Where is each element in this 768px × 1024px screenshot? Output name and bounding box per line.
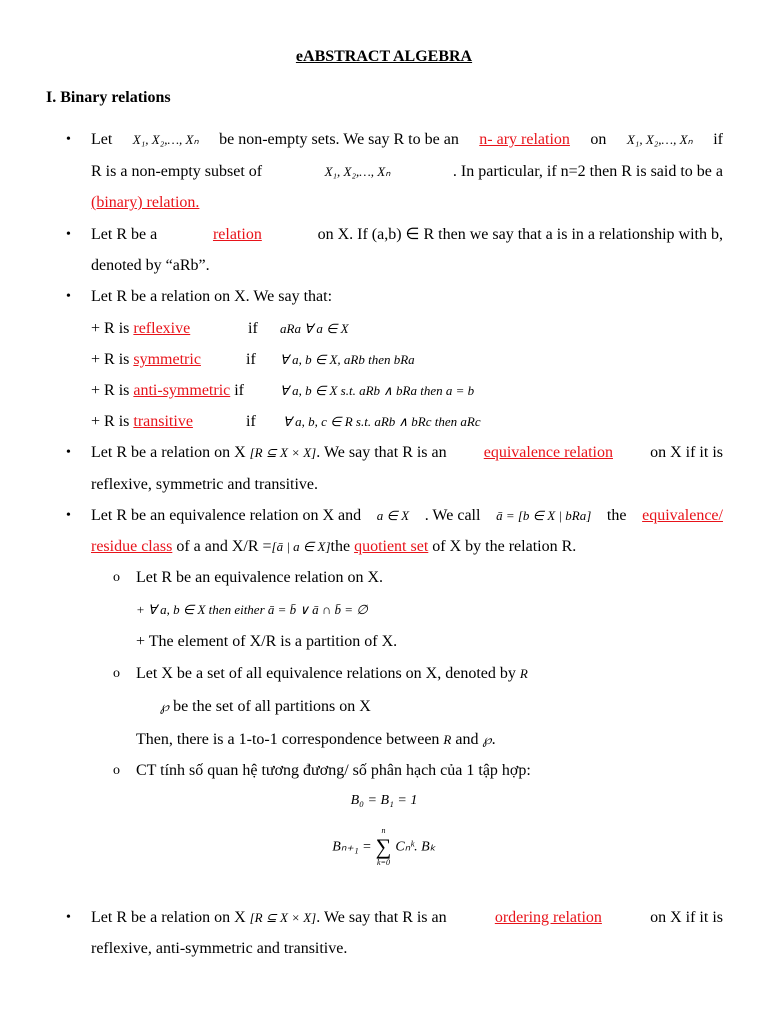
sub1-line-2: + ∀ a, b ∈ X then either ā = b̄ ∨ ā ∩ b̄ = ∅ — [136, 602, 368, 617]
p1-line-3 — [91, 193, 723, 213]
sub2-line-3: Then, there is a 1-to-1 correspondence between R and ℘. — [136, 731, 496, 748]
bullet-icon: • — [66, 227, 71, 242]
bullet-icon: • — [66, 445, 71, 460]
bell-equation-base: B₀ = B₁ = 1 — [350, 793, 418, 808]
term-relation[interactable]: relation — [212, 226, 262, 243]
term-n-ary-relation[interactable]: n- ary relation — [479, 131, 570, 148]
sub1-line-3: + The element of X/R is a partition of X. — [136, 633, 398, 650]
term-transitive[interactable]: transitive — [133, 413, 193, 430]
p6-line-1: Let R be a relation on X [R ⊆ X × X]. We say that R is an ordering relation on X if it is — [91, 909, 723, 926]
bell-equation-recurrence: Bₙ₊₁ = n ∑ k=0 Cₙᵏ. Bₖ — [332, 826, 436, 867]
section-heading: I. Binary relations — [46, 89, 171, 106]
p2-line-2: denoted by “aRb”. — [91, 257, 210, 274]
sub2-line-1: Let X be a set of all equivalence relations on X, denoted by R — [136, 665, 528, 682]
term-ordering-relation[interactable]: ordering relation — [494, 909, 602, 926]
sub-bullet-icon: o — [113, 666, 120, 681]
sub3-line-1: CT tính số quan hệ tương đương/ số phân hạch của 1 tập hợp: — [136, 762, 531, 779]
term-residue-class[interactable]: residue class — [91, 538, 173, 555]
property-row-symmetric: + R is symmetric if ∀ a, b ∈ X, aRb then bRa — [91, 351, 415, 368]
p4-line-1: Let R be a relation on X [R ⊆ X × X]. We say that R is an equivalence relation on X if it is — [91, 444, 723, 461]
sigma-icon: ∑ — [375, 834, 392, 859]
term-reflexive[interactable]: reflexive — [133, 320, 191, 337]
term-equivalence-class[interactable]: equivalence/ — [642, 507, 723, 524]
p3-intro: Let R be a relation on X. We say that: — [91, 288, 333, 305]
page-title: eABSTRACT ALGEBRA — [295, 48, 473, 65]
p2-line-1: Let R be a relation on X. If (a,b) ∈ R then we say that a is in a relationship with b, — [91, 226, 723, 243]
term-quotient-set[interactable]: quotient set — [354, 538, 429, 555]
bullet-icon: • — [66, 289, 71, 304]
sub-bullet-icon: o — [113, 570, 120, 585]
p6-line-2: reflexive, anti-symmetric and transitive. — [91, 940, 348, 957]
sub1-line-1: Let R be an equivalence relation on X. — [136, 569, 384, 586]
sub2-line-2: ℘ be the set of all partitions on X — [160, 698, 371, 715]
term-anti-symmetric[interactable]: anti-symmetric — [133, 382, 231, 399]
p1-line-2: R is a non-empty subset of X₁, X₂,…, Xₙ . In particular, if n=2 then R is said to be a — [91, 163, 723, 180]
sub-bullet-icon: o — [113, 763, 120, 778]
term-binary-relation[interactable]: (binary) relation. — [91, 194, 200, 211]
p5-line-2: residue class of a and X/R =[ā | a ∈ X]the quotient set of X by the relation R. — [91, 538, 577, 555]
p4-line-2: reflexive, symmetric and transitive. — [91, 476, 319, 493]
property-row-reflexive: + R is reflexive if aRa ∀ a ∈ X — [91, 320, 349, 337]
bullet-icon: • — [66, 132, 71, 147]
summation-symbol: n ∑ k=0 — [375, 826, 392, 867]
property-row-transitive: + R is transitive if ∀ a, b, c ∈ R s.t. aRb ∧ bRc then aRc — [91, 413, 481, 430]
p5-line-1: Let R be an equivalence relation on X and a ∈ X . We call ā = [b ∈ X | bRa] the equivalence/ — [91, 507, 723, 524]
bullet-icon: • — [66, 508, 71, 523]
property-row-anti-symmetric: + R is anti-symmetric if ∀ a, b ∈ X s.t. aRb ∧ bRa then a = b — [91, 382, 475, 399]
term-equivalence-relation[interactable]: equivalence relation — [483, 444, 613, 461]
p1-line-1: Let X₁, X₂,…, Xₙ be non-empty sets. We say R to be an n- ary relation on X₁, X₂,…, Xₙ if — [91, 131, 723, 148]
term-symmetric[interactable]: symmetric — [133, 351, 201, 368]
bullet-icon: • — [66, 910, 71, 925]
